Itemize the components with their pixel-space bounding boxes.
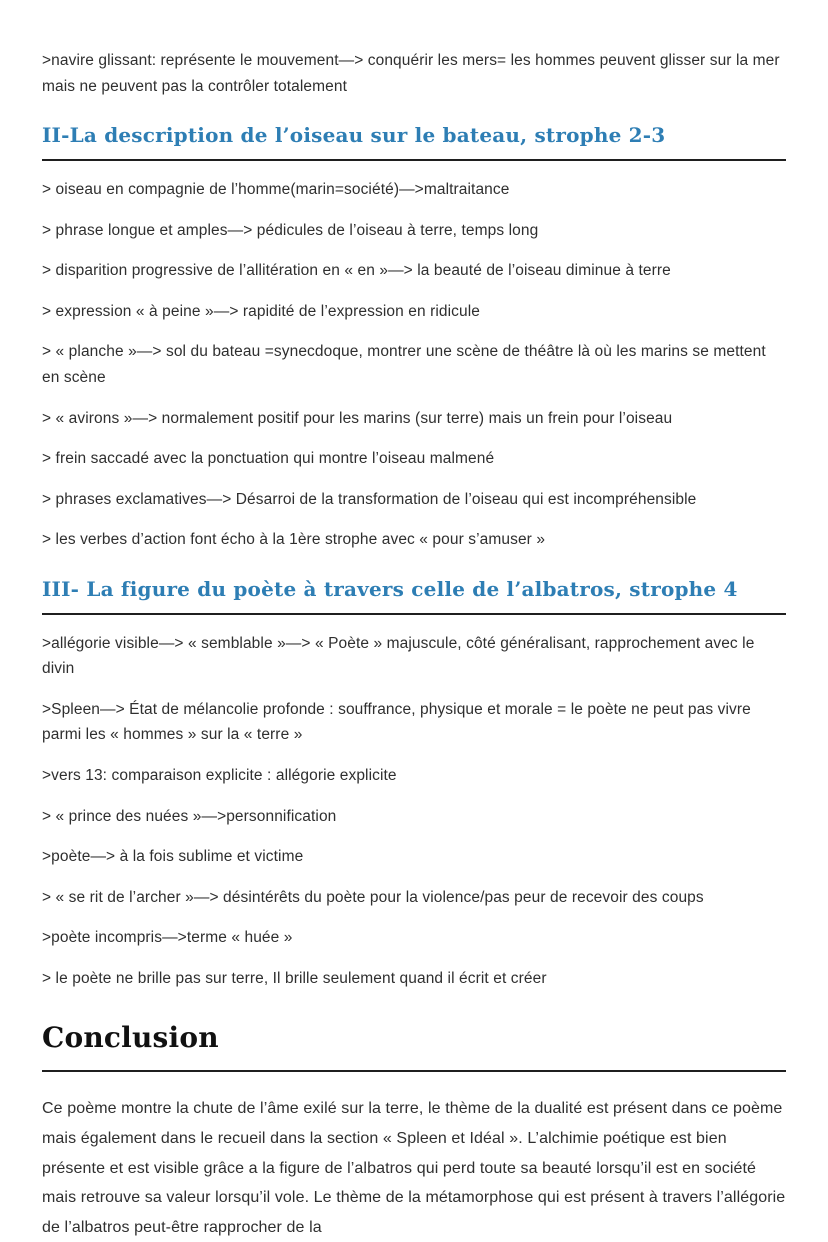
note-line: >allégorie visible—> « semblable »—> « Poète » majuscule, côté généralisant, rapprochement avec le divin [42,634,755,678]
intro-note: >navire glissant: représente le mouvement—> conquérir les mers= les hommes peuvent glisser sur la mer mais ne peuvent pas la contrôler totalement [42,52,780,95]
note-line: > « avirons »—> normalement positif pour les marins (sur terre) mais un frein pour l’oiseau [42,409,673,427]
note-line: > oiseau en compagnie de l’homme(marin=société)—>maltraitance [42,181,510,199]
note-line: > frein saccadé avec la ponctuation qui montre l’oiseau malmené [42,450,495,468]
note-line: >vers 13: comparaison explicite : allégorie explicite [42,767,397,784]
note-line: > « planche »—> sol du bateau =synecdoque, montrer une scène de théâtre là où les marins se mettent en scène [42,343,766,386]
section-heading-ii: II-La description de l’oiseau sur le bateau, strophe 2-3 [42,123,666,148]
note-line: >poète incompris—>terme « huée » [42,929,293,947]
note-line: > phrase longue et amples—> pédicules de l’oiseau à terre, temps long [42,221,539,239]
note-line: >Spleen—> État de mélancolie profonde : souffrance, physique et morale = le poète ne peut pas vivre parmi les « hommes » sur la « terre » [42,700,751,744]
note-line: > « se rit de l’archer »—> désintérêts du poète pour la violence/pas peur de recevoir des coups [42,888,704,906]
note-line: >poète—> à la fois sublime et victime [42,848,304,866]
section-iii-rule [42,613,786,615]
conclusion-rule [42,1070,786,1072]
note-line: > phrases exclamatives—> Désarroi de la transformation de l’oiseau qui est incompréhensible [42,490,697,508]
note-line: > disparition progressive de l’allitération en « en »—> la beauté de l’oiseau diminue à terre [42,262,671,280]
note-line: > expression « à peine »—> rapidité de l’expression en ridicule [42,302,480,320]
section-ii-rule [42,159,786,161]
note-line: > le poète ne brille pas sur terre, Il brille seulement quand il écrit et créer [42,969,547,987]
conclusion-paragraph: Ce poème montre la chute de l’âme exilé sur la terre, le thème de la dualité est présent dans ce poème mais également dans le recueil dans la section « Spleen et Idéal ». L’alchimie poétique est bien présente et est visible grâce a la figure de l’albatros qui perd toute sa beauté lorsqu’il est en société mais retrouve sa valeur lorsqu’il vole. Le thème de la métamorphose qui est présent à travers l’allégorie de l’albatros peut-être rapprocher de la [42,1100,786,1236]
section-heading-iii: III- La figure du poète à travers celle de l’albatros, strophe 4 [42,576,738,601]
note-line: > les verbes d’action font écho à la 1ère strophe avec « pour s’amuser » [42,531,546,549]
conclusion-heading: Conclusion [42,1021,219,1055]
note-line: > « prince des nuées »—>personnification [42,807,337,825]
